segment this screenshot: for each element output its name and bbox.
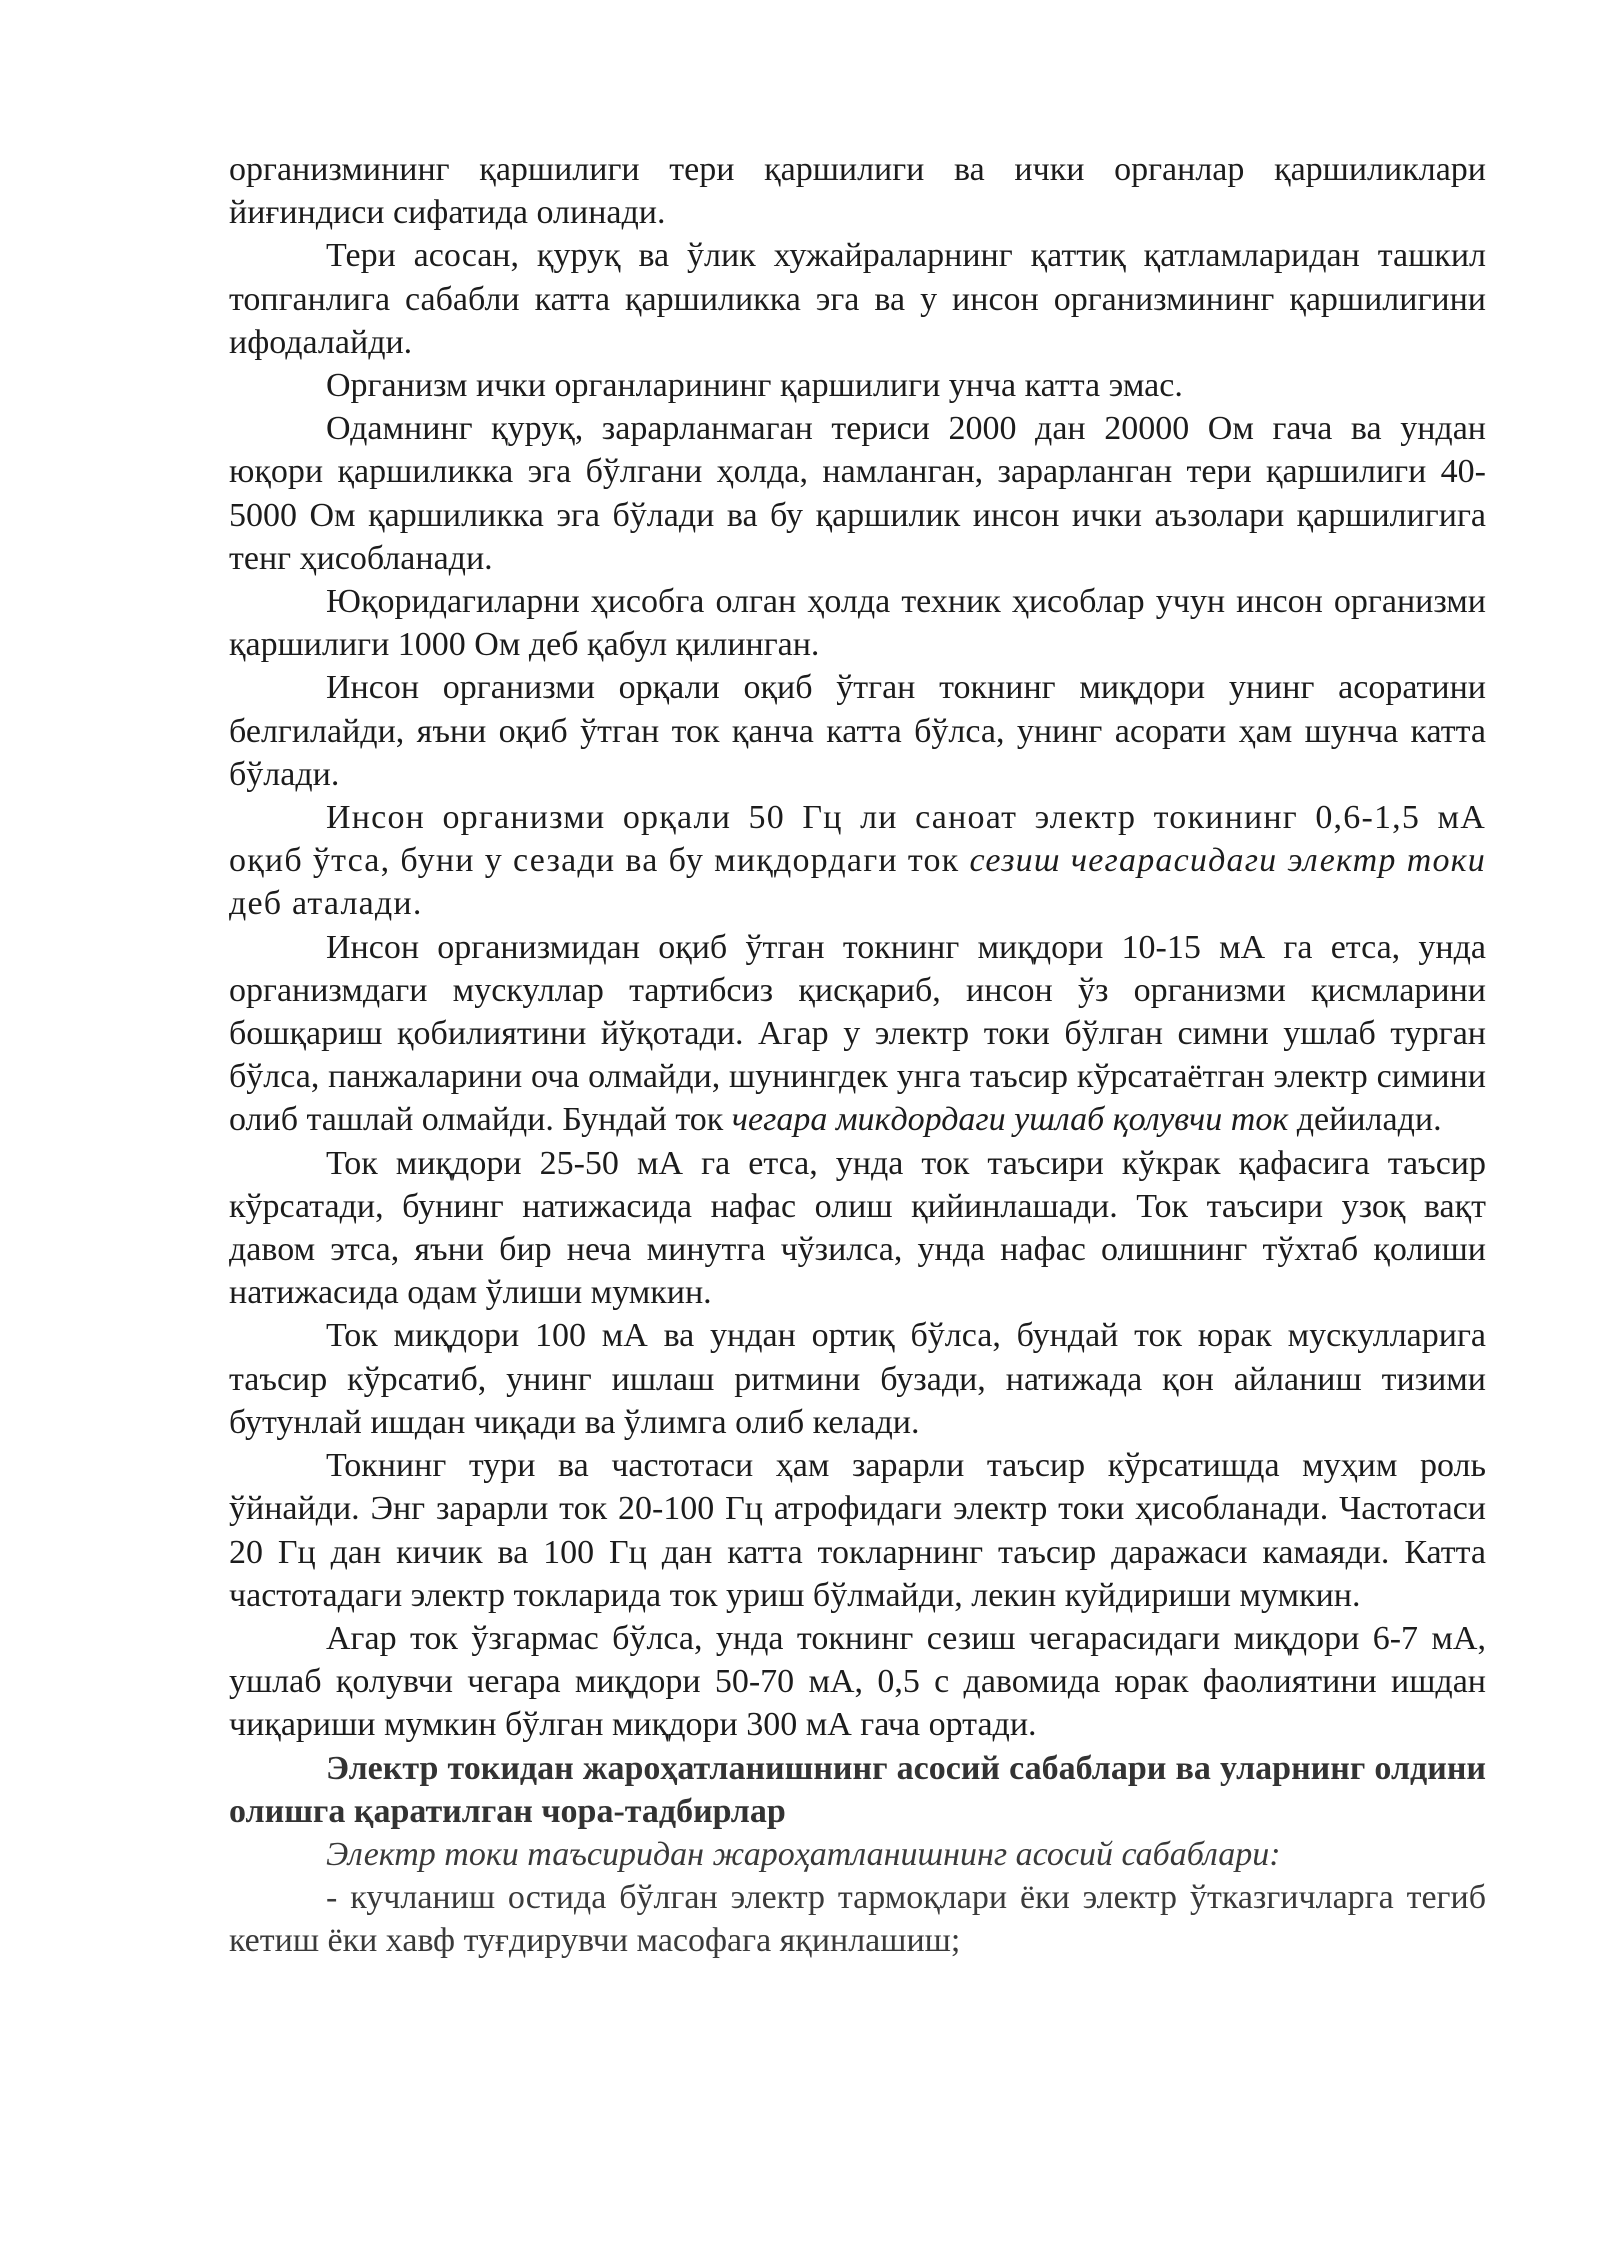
paragraph-2: Тери асосан, қуруқ ва ўлик хужайраларнинг қаттиқ қатламларидан ташкил топганлига сабабли катта қаршиликка эга ва у инсон организмининг қаршилигини ифодалайди. [229, 237, 1486, 361]
paragraph-7-tail: деб аталади. [229, 885, 423, 923]
paragraph-8-tail: дейилади. [1288, 1101, 1442, 1139]
paragraph-11: Токнинг тури ва частотаси ҳам зарарли таъсир кўрсатишда муҳим роль ўйнайди. Энг зарарли ток 20-100 Гц атрофидаги электр токи ҳисобланади. Частотаси 20 Гц дан кичик ва 100 Гц дан катта токларнинг таъсир даражаси камаяди. Катта частотадаги электр токларида ток уриш бўлмайди, лекин куйдириши мумкин. [229, 1447, 1486, 1614]
paragraph-3: Организм ички органларининг қаршилиги унча катта эмас. [326, 367, 1183, 405]
paragraph-10: Ток миқдори 100 мА ва ундан ортиқ бўлса, бундай ток юрак мускулларига таъсир кўрсатиб, унинг ишлаш ритмини бузади, натижада қон айланиш тизими бутунлай ишдан чиқади ва ўлимга олиб келади. [229, 1317, 1486, 1441]
paragraph-9: Ток миқдори 25-50 мА га етса, унда ток таъсири кўкрак қафасига таъсир кўрсатади, бунинг натижасида нафас олиш қийинлашади. Ток таъсири узоқ вақт давом этса, яъни бир неча минутга чўзилса, унда нафас олишнинг тўхтаб қолиши натижасида одам ўлиши мумкин. [229, 1144, 1486, 1312]
document-page [229, 148, 1486, 1963]
section-heading: Электр токидан жароҳатланишнинг асосий сабаблари ва уларнинг олдини олишга қаратилган чора-тадбирлар [229, 1749, 1486, 1830]
paragraph-8 [229, 926, 1486, 1142]
paragraph-5: Юқоридагиларни ҳисобга олган ҳолда техник ҳисоблар учун инсон организми қаршилиги 1000 Ом деб қабул қилинган. [229, 583, 1486, 664]
paragraph-7 [229, 796, 1486, 926]
paragraph-6: Инсон организми орқали оқиб ўтган токнинг миқдори унинг асоратини белгилайди, яъни оқиб ўтган ток қанча катта бўлса, унинг асорати ҳам шунча катта бўлади. [229, 669, 1486, 793]
section-subheading: Электр токи таъсиридан жароҳатланишнинг асосий сабаблари: [326, 1835, 1281, 1873]
paragraph-1: организмининг қаршилиги тери қаршилиги ва ички органлар қаршиликлари йиғиндиси сифатида олинади. [229, 151, 1486, 232]
paragraph-12: Агар ток ўзгармас бўлса, унда токнинг сезиш чегарасидаги миқдори 6-7 мА, ушлаб қолувчи чегара миқдори 50-70 мА, 0,5 с давомида юрак фаолиятини ишдан чиқариши мумкин бўлган миқдори 300 мА гача ортади. [229, 1619, 1486, 1744]
paragraph-7-term: сезиш чегарасидаги электр токи [969, 842, 1486, 880]
paragraph-8-term: чегара микдордаги ушлаб қолувчи ток [731, 1101, 1289, 1139]
paragraph-7-text: Инсон организми орқали 50 Гц ли саноат электр токининг 0,6-1,5 мА оқиб ўтса, буни у сезади ва бу миқдордаги ток [229, 799, 1486, 880]
list-item: - кучланиш остида бўлган электр тармоқлари ёки электр ўтказгичларга тегиб кетиш ёки хавф туғдирувчи масофага яқинлашиш; [229, 1879, 1486, 1960]
paragraph-4: Одамнинг қуруқ, зарарланмаган териси 2000 дан 20000 Ом гача ва ундан юқори қаршиликка эга бўлгани ҳолда, намланган, зарарланган тери қаршилиги 40-5000 Ом қаршиликка эга бўлади ва бу қаршилик инсон ички аъзолари қаршилигига тенг ҳисобланади. [229, 410, 1486, 577]
paragraph-8-text: Инсон организмидан оқиб ўтган токнинг миқдори 10-15 мА га етса, унда организмдаги мускуллар тартибсиз қисқариб, инсон ўз организми қисмларини бошқариш қобилиятини йўқотади. Агар у электр токи бўлган симни ушлаб турган бўлса, панжаларини оча олмайди, шунингдек унга таъсир кўрсатаётган электр симини олиб ташлай олмайди. Бундай ток [229, 928, 1486, 1139]
